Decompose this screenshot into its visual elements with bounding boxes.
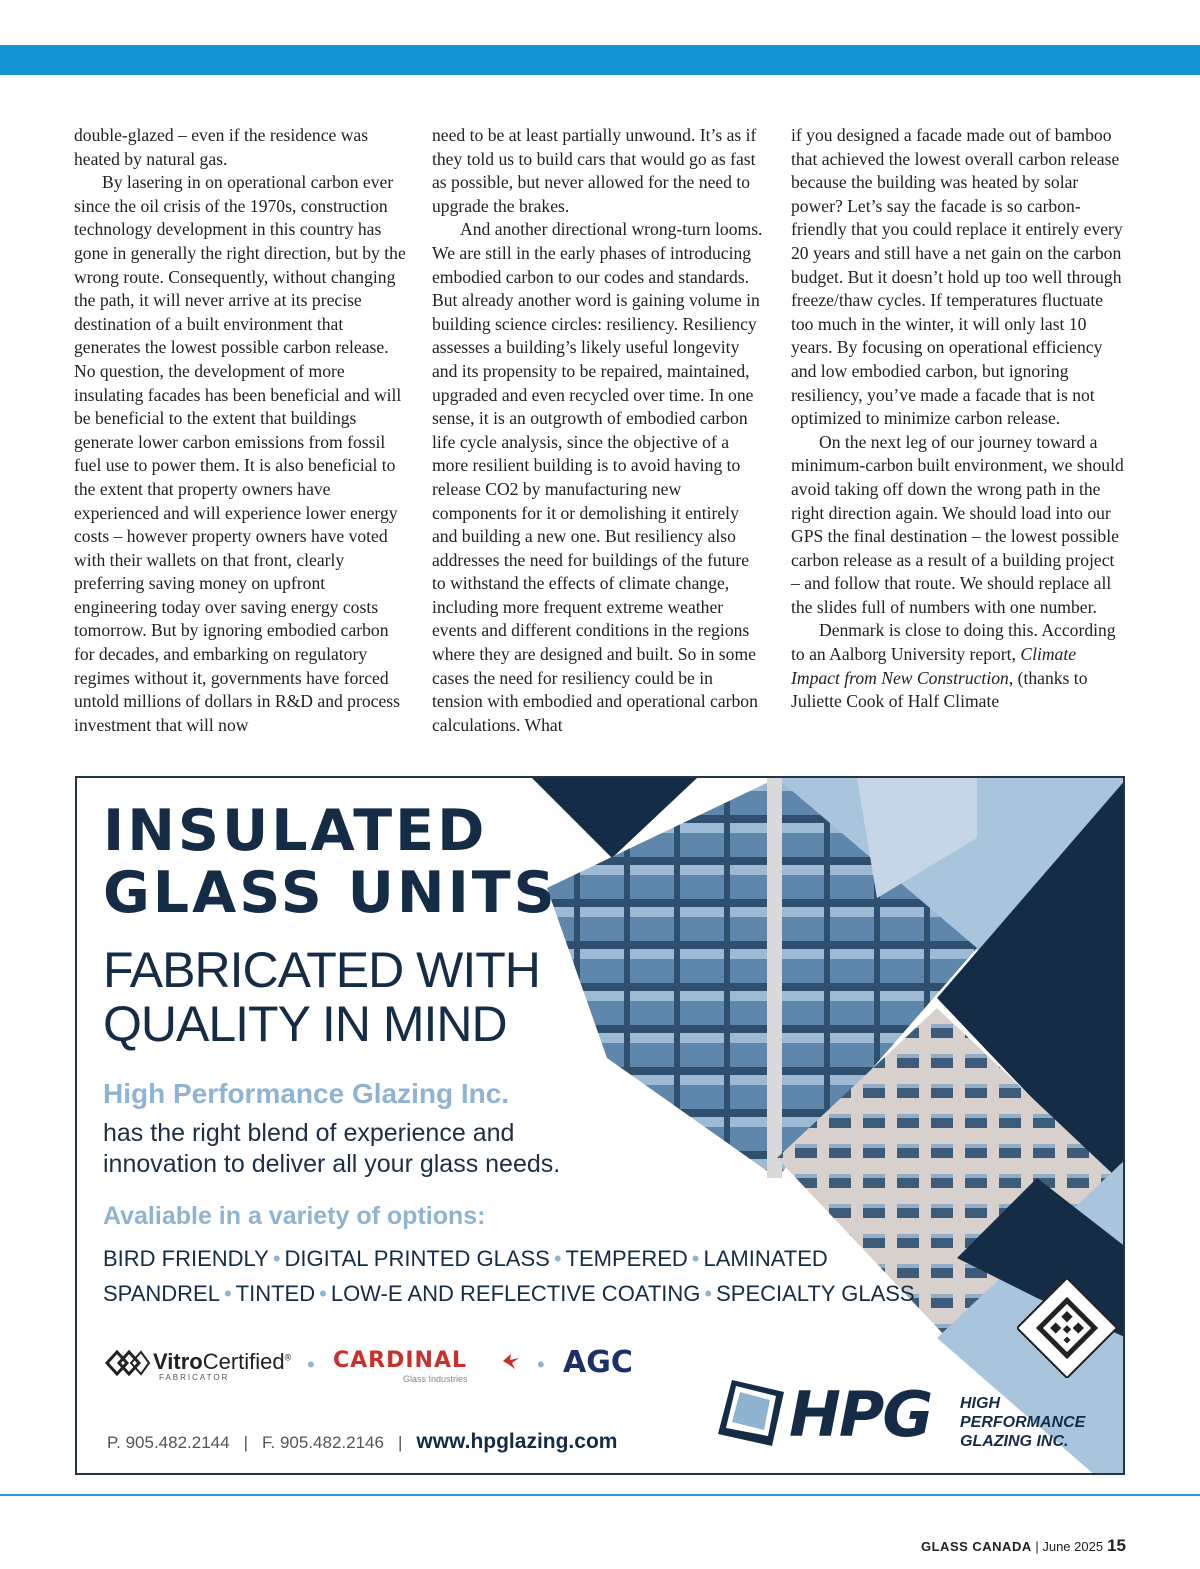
- ad-option: LAMINATED: [703, 1246, 828, 1271]
- hpg-logo-wordmark: HPG: [789, 1378, 932, 1451]
- vitro-logo-icon: [103, 1348, 151, 1378]
- ad-website: www.hpglazing.com: [416, 1430, 618, 1453]
- footer-rule: [0, 1494, 1200, 1496]
- ad-phone: P. 905.482.2144: [107, 1433, 230, 1452]
- ad-fax: F. 905.482.2146: [262, 1433, 384, 1452]
- ad-description-line: innovation to deliver all your glass needs.: [103, 1150, 561, 1178]
- ad-headline: [103, 800, 558, 924]
- hpg-logo: [714, 1378, 1114, 1458]
- advertisement: [75, 776, 1125, 1475]
- separator: |: [397, 1433, 403, 1452]
- paragraph: On the next leg of our journey toward a minimum-carbon built environment, we should avoid taking off down the wrong path in the right direction again. We should load into our GPS the final destination – the lowest possible carbon release as a result of a building project – and follow that route. We should replace all the slides full of numbers with one number.: [791, 431, 1124, 617]
- partner-logos: [103, 1345, 663, 1388]
- paragraph: By lasering in on operational carbon ever since the oil crisis of the 1970s, construction technology development in this country has gone in generally the right direction, but by the wrong route. Consequently, without changing the path, it will never arrive at its precise destination of a built environment that generates the lowest possible carbon release. No question, the development of more insulating facades has been beneficial and will be beneficial to the extent that buildings generate lower carbon emissions from fossil fuel use to power them. It is also beneficial to the extent that property owners have experienced and will experience lower energy costs – however property owners have voted with their wallets on that front, clearly preferring saving money on upfront engineering today over saving energy costs tomorrow. But by ignoring embodied carbon for decades, and embarking on regulatory regimes without it, governments have forced untold millions of dollars in R&D and process investment that will now: [74, 172, 406, 735]
- paragraph-text: , (thanks to Juliette Cook of Half Climate: [791, 667, 1088, 712]
- footer-separator: |: [1031, 1539, 1043, 1554]
- ad-headline-line: INSULATED: [103, 798, 488, 864]
- separator-dot: •: [223, 1281, 232, 1306]
- article-column-1: [74, 124, 409, 737]
- ad-option: LOW-E AND REFLECTIVE COATING: [330, 1281, 701, 1306]
- page-number: 15: [1107, 1536, 1126, 1555]
- report-title: Climate Impact from New Construction: [791, 644, 1077, 688]
- vitro-logo-text: [153, 1349, 291, 1375]
- paragraph: And another directional wrong-turn looms. We are still in the early phases of introducing embodied carbon to our codes and standards. But already another word is gaining volume in building science circles: resiliency. Resiliency assesses a building’s likely useful longevity and its propensity to be repaired, maintained, upgraded and even recycled over time. In one sense, it is an outgrowth of embodied carbon life cycle analysis, since the objective of a more resilient building is to avoid having to release CO2 by manufacturing new components for it or demolishing it entirely and building a new one. But resiliency also addresses the need for buildings of the future to withstand the effects of climate change, including more frequent extreme weather events and different conditions in the regions where they are designed and built. So in some cases the need for resiliency could be in tension with embodied and operational carbon calculations. What: [432, 219, 763, 735]
- ad-subheadline: [103, 943, 540, 1051]
- agc-logo-text: AGC: [563, 1345, 633, 1380]
- ad-option: TEMPERED: [565, 1246, 688, 1271]
- paragraph: [791, 619, 1126, 713]
- vitro-logo-text-bold: Vitro: [153, 1349, 203, 1374]
- cardinal-logo-subtitle: Glass Industries: [403, 1374, 468, 1384]
- ad-options-row: [103, 1281, 1003, 1307]
- paragraph: if you designed a facade made out of bamboo that achieved the lowest overall carbon release because the building was heated by solar power? Let’s say the facade is so carbon-friendly that you could replace it entirely every 20 years and still have a net gain on the carbon budget. But it doesn’t hold up too well through freeze/thaw cycles. If temperatures fluctuate too much in the winter, it will only last 10 years. By focusing on operational efficiency and low embodied carbon, but ignoring resiliency, you’ve made a facade that is not optimized to minimize carbon release.: [791, 125, 1123, 429]
- ad-company-name: High Performance Glazing Inc.: [103, 1078, 510, 1109]
- separator: |: [243, 1433, 249, 1452]
- hpg-logo-icon: [714, 1378, 794, 1448]
- ad-option: SPECIALTY GLASS: [716, 1281, 915, 1306]
- ad-headline-line: GLASS UNITS: [103, 860, 558, 926]
- separator-dot: •: [272, 1246, 281, 1271]
- ad-description-line: has the right blend of experience and: [103, 1119, 515, 1147]
- header-color-bar: [0, 45, 1200, 75]
- paragraph-text: Denmark is close to doing this. According to an Aalborg University report,: [791, 620, 1116, 665]
- separator-dot: •: [307, 1352, 315, 1377]
- ad-description: [103, 1118, 663, 1180]
- article-column-2: [432, 124, 767, 737]
- ad-options-row: [103, 1246, 1003, 1272]
- separator-dot: •: [319, 1281, 327, 1306]
- qr-code-icon: [1017, 1278, 1117, 1378]
- issue-date: June 2025: [1042, 1539, 1104, 1554]
- ad-option: DIGITAL PRINTED GLASS: [284, 1246, 550, 1271]
- article-column-3: [791, 124, 1126, 714]
- paragraph: need to be at least partially unwound. It’s as if they told us to build cars that would go as fast as possible, but never allowed for the need to upgrade the brakes.: [432, 125, 757, 216]
- ad-contact: [107, 1430, 617, 1454]
- ad-option: BIRD FRIENDLY: [103, 1246, 269, 1271]
- registered-mark: ®: [284, 1352, 292, 1363]
- ad-option: SPANDREL: [103, 1281, 220, 1306]
- ad-option: TINTED: [235, 1281, 316, 1306]
- separator-dot: •: [553, 1246, 562, 1271]
- separator-dot: •: [537, 1352, 545, 1377]
- hpg-logo-line: HIGH: [960, 1395, 1000, 1412]
- cardinal-bird-icon: [501, 1352, 521, 1370]
- cardinal-logo-text: CARDINAL: [333, 1348, 468, 1373]
- ad-options-heading: Avaliable in a variety of options:: [103, 1202, 486, 1230]
- page-footer: [921, 1536, 1126, 1556]
- separator-dot: •: [691, 1246, 700, 1271]
- hpg-logo-line: GLAZING INC.: [960, 1433, 1069, 1450]
- vitro-logo-subtitle: FABRICATOR: [159, 1373, 230, 1382]
- magazine-name: GLASS CANADA: [921, 1539, 1032, 1554]
- paragraph: double-glazed – even if the residence was heated by natural gas.: [74, 125, 369, 169]
- ad-subheadline-line: FABRICATED WITH: [103, 942, 540, 998]
- ad-subheadline-line: QUALITY IN MIND: [103, 996, 507, 1052]
- hpg-logo-line: PERFORMANCE: [960, 1414, 1086, 1431]
- hpg-logo-fullname: [960, 1394, 1110, 1451]
- vitro-logo-text-light: Certified: [202, 1349, 285, 1374]
- separator-dot: •: [704, 1281, 713, 1306]
